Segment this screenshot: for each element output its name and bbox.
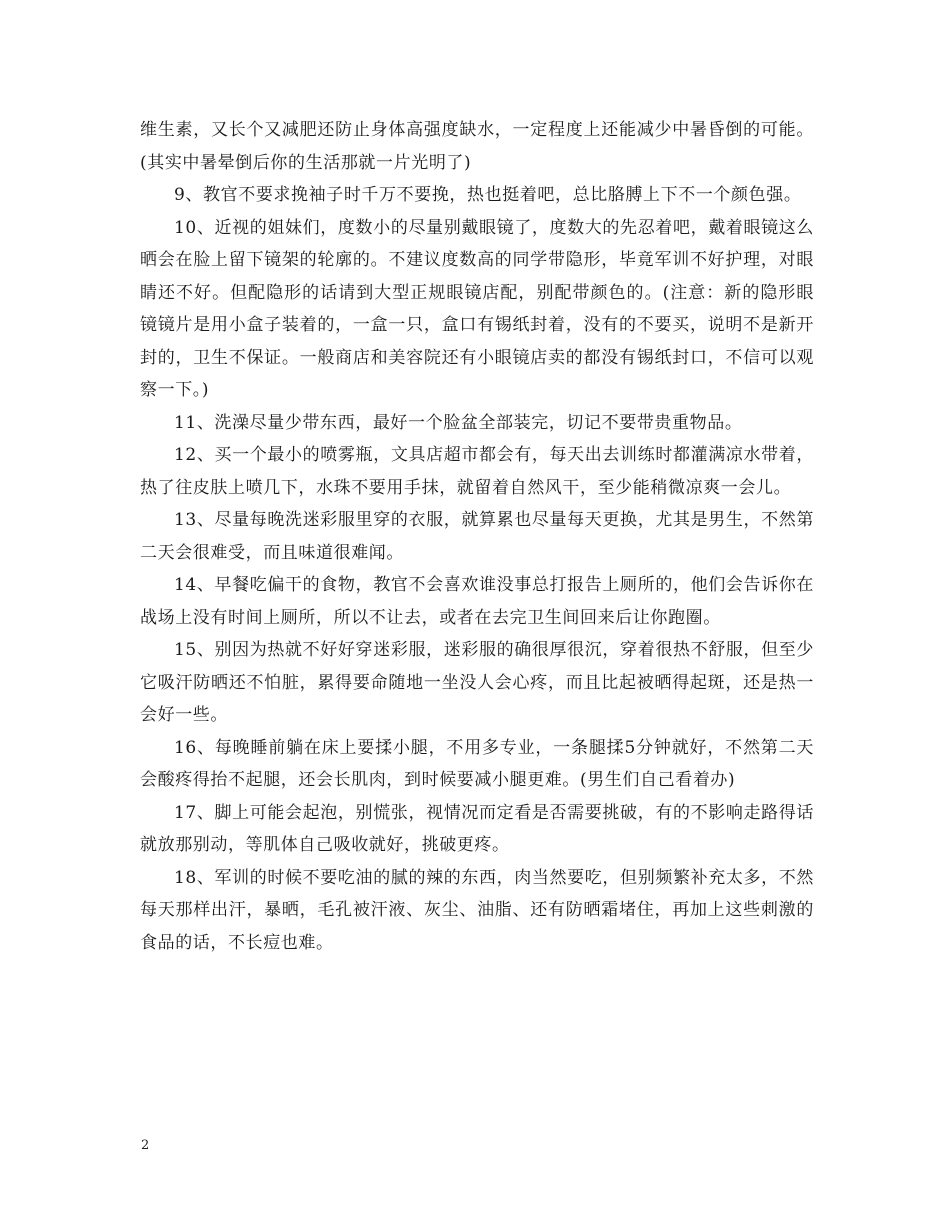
paragraph-item-16: 16、每晚睡前躺在床上要揉小腿，不用多专业，一条腿揉5分钟就好，不然第二天会酸疼得抬不起腿，还会长肌肉，到时候要减小腿更难。(男生们自己看着办) (140, 737, 814, 790)
paragraph-continued: 维生素，又长个又减肥还防止身体高强度缺水，一定程度上还能减少中暑昏倒的可能。(其实中暑晕倒后你的生活那就一片光明了) (140, 120, 814, 173)
paragraph-item-12: 12、买一个最小的喷雾瓶，文具店超市都会有，每天出去训练时都灌满凉水带着，热了往皮肤上喷几下，水珠不要用手抹，就留着自然风干，至少能稍微凉爽一会儿。 (140, 445, 814, 498)
paragraph-item-9: 9、教官不要求挽袖子时千万不要挽，热也挺着吧，总比胳膊上下不一个颜色强。 (174, 185, 802, 205)
paragraph-item-13: 13、尽量每晚洗迷彩服里穿的衣服，就算累也尽量每天更换，尤其是男生，不然第二天会很难受，而且味道很难闻。 (140, 510, 814, 563)
paragraph-item-17: 17、脚上可能会起泡，别慌张，视情况而定看是否需要挑破，有的不影响走路得话就放那别动，等肌体自己吸收就好，挑破更疼。 (140, 802, 814, 855)
paragraph-item-15: 15、别因为热就不好好穿迷彩服，迷彩服的确很厚很沉，穿着很热不舒服，但至少它吸汗防晒还不怕脏，累得要命随地一坐没人会心疼，而且比起被晒得起斑，还是热一会好一些。 (140, 640, 814, 725)
paragraph-item-11: 11、洗澡尽量少带东西，最好一个脸盆全部装完，切记不要带贵重物品。 (174, 412, 743, 433)
paragraph-item-14: 14、早餐吃偏干的食物，教官不会喜欢谁没事总打报告上厕所的，他们会告诉你在战场上没有时间上厕所，所以不让去，或者在去完卫生间回来后让你跑圈。 (140, 575, 814, 628)
page-number: 2 (141, 1138, 150, 1153)
document-body (140, 114, 814, 959)
paragraph-item-18: 18、军训的时候不要吃油的腻的辣的东西，肉当然要吃，但别频繁补充太多，不然每天那样出汗，暴晒，毛孔被汗液、灰尘、油脂、还有防晒霜堵住，再加上这些刺激的食品的话，不长痘也难。 (140, 867, 814, 953)
paragraph-item-10: 10、近视的姐妹们，度数小的尽量别戴眼镜了，度数大的先忍着吧，戴着眼镜这么晒会在脸上留下镜架的轮廓的。不建议度数高的同学带隐形，毕竟军训不好护理，对眼睛还不好。但配隐形的话请到大型正规眼镜店配，别配带颜色的。(注意：新的隐形眼镜镜片是用小盒子装着的，一盒一只，盒口有锡纸封着，没有的不要买，说明不是新开封的，卫生不保证。一般商店和美容院还有小眼镜店卖的都没有锡纸封口，不信可以观察一下。) (140, 217, 814, 400)
